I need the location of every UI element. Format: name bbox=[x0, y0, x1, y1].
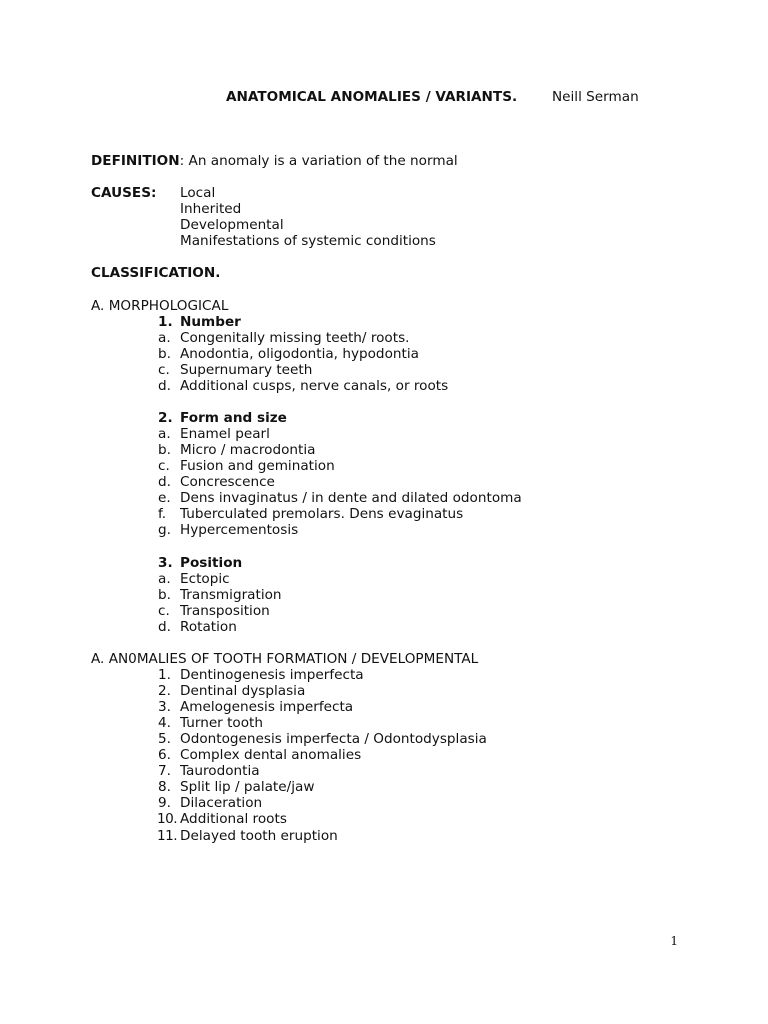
item-marker: b. bbox=[158, 442, 171, 458]
item-marker: c. bbox=[158, 362, 170, 378]
list-item: Supernumary teeth bbox=[180, 362, 313, 378]
list-item: Dilaceration bbox=[180, 795, 263, 811]
item-marker: 7. bbox=[158, 763, 171, 779]
causes-label: CAUSES: bbox=[91, 185, 157, 201]
document-title: ANATOMICAL ANOMALIES / VARIANTS. bbox=[226, 89, 518, 105]
item-marker: 6. bbox=[158, 747, 171, 763]
item-marker: a. bbox=[158, 571, 171, 587]
list-item: Additional roots bbox=[180, 811, 287, 827]
list-item: Enamel pearl bbox=[180, 426, 270, 442]
group-title-position: Position bbox=[180, 555, 243, 571]
item-marker: c. bbox=[158, 603, 170, 619]
item-marker: g. bbox=[158, 522, 171, 538]
list-item: Split lip / palate/jaw bbox=[180, 779, 315, 795]
item-marker: a. bbox=[158, 330, 171, 346]
list-item: Amelogenesis imperfecta bbox=[180, 699, 354, 715]
list-item: Hypercementosis bbox=[180, 522, 299, 538]
classification-heading: CLASSIFICATION. bbox=[91, 265, 221, 281]
group-title-form-and-size: Form and size bbox=[180, 410, 287, 426]
item-marker: c. bbox=[158, 458, 170, 474]
item-marker: 2. bbox=[158, 683, 171, 699]
morphological-heading: A. MORPHOLOGICAL bbox=[91, 298, 229, 314]
tooth-formation-heading: A. AN0MALIES OF TOOTH FORMATION / DEVELOPMENTAL bbox=[91, 651, 479, 667]
causes-item: Inherited bbox=[180, 201, 242, 217]
list-item: Tuberculated premolars. Dens evaginatus bbox=[180, 506, 464, 522]
group-title-number: Number bbox=[180, 314, 241, 330]
list-item: Dens invaginatus / in dente and dilated odontoma bbox=[180, 490, 522, 506]
document-author: Neill Serman bbox=[552, 89, 639, 105]
list-item: Complex dental anomalies bbox=[180, 747, 362, 763]
list-item: Turner tooth bbox=[180, 715, 264, 731]
item-marker: a. bbox=[158, 426, 171, 442]
page-number: 1 bbox=[670, 934, 678, 948]
list-item: Congenitally missing teeth/ roots. bbox=[180, 330, 410, 346]
item-marker: e. bbox=[158, 490, 171, 506]
list-item: Odontogenesis imperfecta / Odontodysplasia bbox=[180, 731, 487, 747]
item-marker: 1. bbox=[158, 667, 171, 683]
group-marker: 1. bbox=[158, 314, 173, 330]
definition-label: DEFINITION bbox=[91, 153, 180, 169]
item-marker: f. bbox=[158, 506, 167, 522]
item-marker: 10. bbox=[157, 811, 178, 827]
list-item: Transmigration bbox=[180, 587, 282, 603]
group-marker: 2. bbox=[158, 410, 173, 426]
definition-text: : An anomaly is a variation of the normal bbox=[179, 153, 458, 169]
list-item: Taurodontia bbox=[180, 763, 260, 779]
causes-item: Manifestations of systemic conditions bbox=[180, 233, 436, 249]
list-item: Concrescence bbox=[180, 474, 275, 490]
item-marker: 3. bbox=[158, 699, 171, 715]
causes-item: Local bbox=[180, 185, 216, 201]
list-item: Micro / macrodontia bbox=[180, 442, 316, 458]
item-marker: d. bbox=[158, 474, 171, 490]
item-marker: 8. bbox=[158, 779, 171, 795]
item-marker: d. bbox=[158, 378, 171, 394]
list-item: Delayed tooth eruption bbox=[180, 828, 338, 844]
item-marker: b. bbox=[158, 346, 171, 362]
list-item: Ectopic bbox=[180, 571, 230, 587]
list-item: Dentinogenesis imperfecta bbox=[180, 667, 364, 683]
list-item: Dentinal dysplasia bbox=[180, 683, 306, 699]
list-item: Fusion and gemination bbox=[180, 458, 335, 474]
list-item: Additional cusps, nerve canals, or roots bbox=[180, 378, 449, 394]
definition-line bbox=[91, 153, 458, 169]
item-marker: 9. bbox=[158, 795, 171, 811]
item-marker: b. bbox=[158, 587, 171, 603]
item-marker: 4. bbox=[158, 715, 171, 731]
item-marker: 11. bbox=[157, 828, 178, 844]
causes-item: Developmental bbox=[180, 217, 284, 233]
group-marker: 3. bbox=[158, 555, 173, 571]
list-item: Anodontia, oligodontia, hypodontia bbox=[180, 346, 419, 362]
item-marker: 5. bbox=[158, 731, 171, 747]
item-marker: d. bbox=[158, 619, 171, 635]
list-item: Transposition bbox=[180, 603, 270, 619]
list-item: Rotation bbox=[180, 619, 237, 635]
